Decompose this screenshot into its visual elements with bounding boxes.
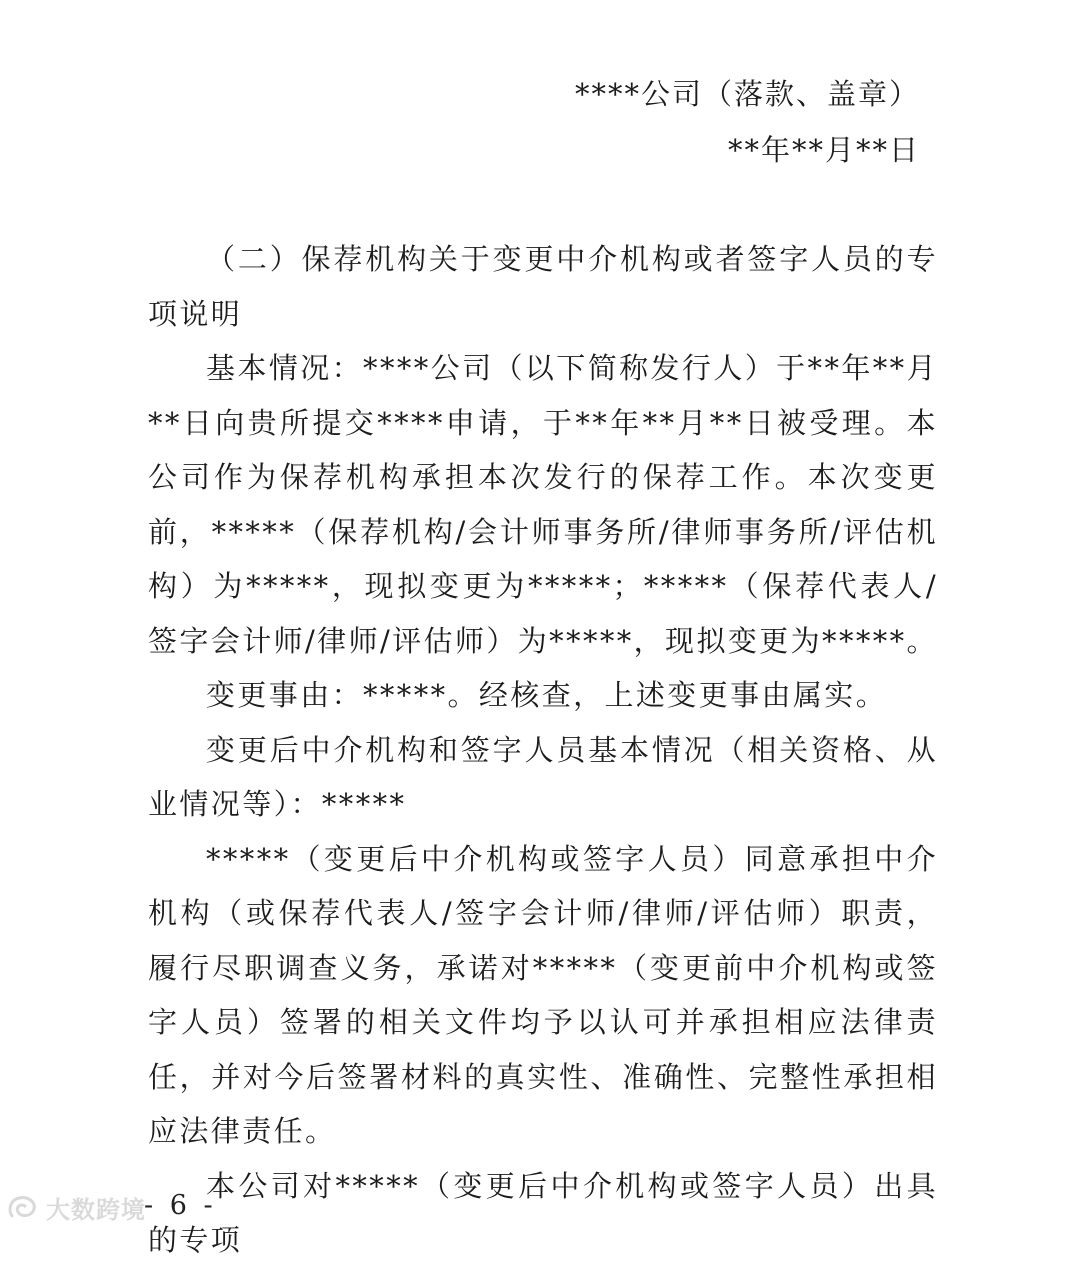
document-body — [148, 232, 938, 1268]
watermark — [6, 1190, 146, 1225]
page-number: - 6 - — [144, 1190, 217, 1221]
brand-swirl-icon — [6, 1194, 40, 1222]
paragraph-opinion-start: 本公司对*****（变更后中介机构或签字人员）出具的专项 — [148, 1168, 938, 1257]
signature-date: **年**月**日 — [727, 133, 920, 167]
paragraph-change-reason: 变更事由：*****。经核查，上述变更事由属实。 — [206, 678, 888, 712]
signature-company: ****公司（落款、盖章） — [574, 77, 920, 111]
paragraph-basic-info: 基本情况：****公司（以下简称发行人）于**年**月**日向贵所提交****申请，于**年**月**日被受理。本公司作为保荐机构承担本次发行的保荐工作。本次变更前，*****（保荐机构/会计师事务所/律师事务所/评估机构）为*****，现拟变更为*****；*****（保荐代表人/签字会计师/律师/评估师）为*****，现拟变更为*****。 — [148, 351, 938, 658]
page-footer — [0, 1186, 1080, 1234]
paragraph-post-change-info: 变更后中介机构和签字人员基本情况（相关资格、从业情况等）：***** — [148, 732, 938, 821]
paragraph-commitment: *****（变更后中介机构或签字人员）同意承担中介机构（或保荐代表人/签字会计师/律师/评估师）职责，履行尽职调查义务，承诺对*****（变更前中介机构或签字人员）签署的相关文件均予以认可并承担相应法律责任，并对今后签署材料的真实性、准确性、完整性承担相应法律责任。 — [148, 841, 938, 1148]
section-heading: （二）保荐机构关于变更中介机构或者签字人员的专项说明 — [148, 242, 938, 331]
watermark-text: 大数跨境 — [46, 1196, 146, 1224]
